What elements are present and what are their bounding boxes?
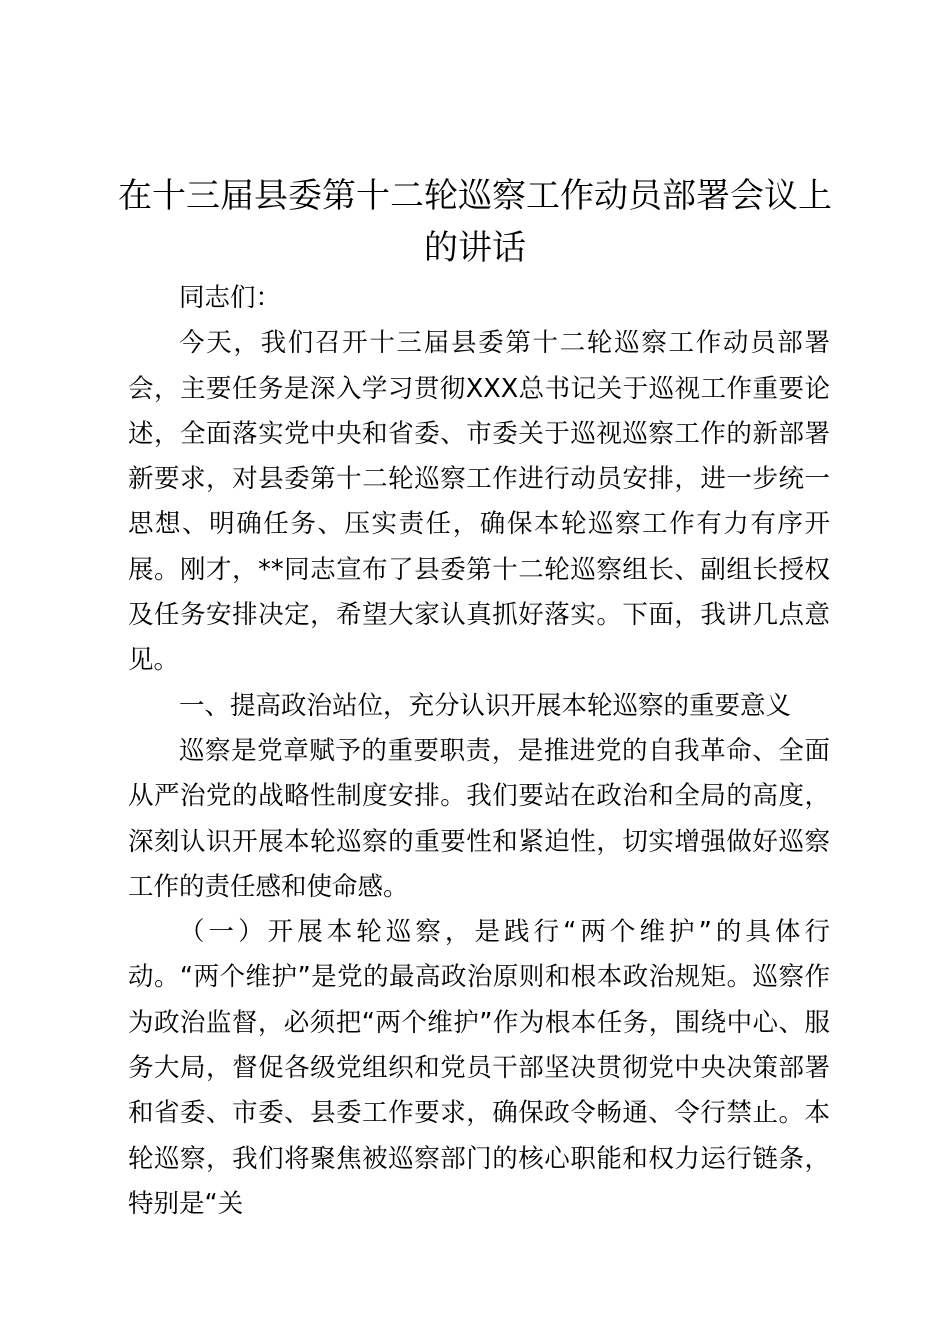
document-title: 在十三届县委第十二轮巡察工作动员部署会议上的讲话	[118, 176, 832, 268]
salutation: 同志们：	[179, 283, 282, 313]
section-paragraph: 巡察是党章赋予的重要职责，是推进党的自我革命、全面从严治党的战略性制度安排。我们要站在政治和全局的高度，深刻认识开展本轮巡察的重要性和紧迫性，切实增强做好巡察工作的责任感和使命感。	[128, 735, 830, 902]
section-heading: 一、提高政治站位，充分认识开展本轮巡察的重要意义	[179, 690, 792, 721]
document-body	[128, 276, 830, 1227]
section-paragraph: （一）开展本轮巡察，是践行“两个维护”的具体行动。“两个维护”是党的最高政治原则和根本政治规矩。巡察作为政治监督，必须把“两个维护”作为根本任务，围绕中心、服务大局，督促各级党组织和党员干部坚决贯彻党中央决策部署和省委、市委、县委工作要求，确保政令畅通、令行禁止。本轮巡察，我们将聚焦被巡察部门的核心职能和权力运行链条，特别是“关	[128, 917, 830, 1219]
intro-paragraph: 今天，我们召开十三届县委第十二轮巡察工作动员部署会，主要任务是深入学习贯彻XXX总书记关于巡视工作重要论述，全面落实党中央和省委、市委关于巡视巡察工作的新部署新要求，对县委第十二轮巡察工作进行动员安排，进一步统一思想、明确任务、压实责任，确保本轮巡察工作有力有序开展。刚才，**同志宣布了县委第十二轮巡察组长、副组长授权及任务安排决定，希望大家认真抓好落实。下面，我讲几点意见。	[128, 328, 830, 676]
